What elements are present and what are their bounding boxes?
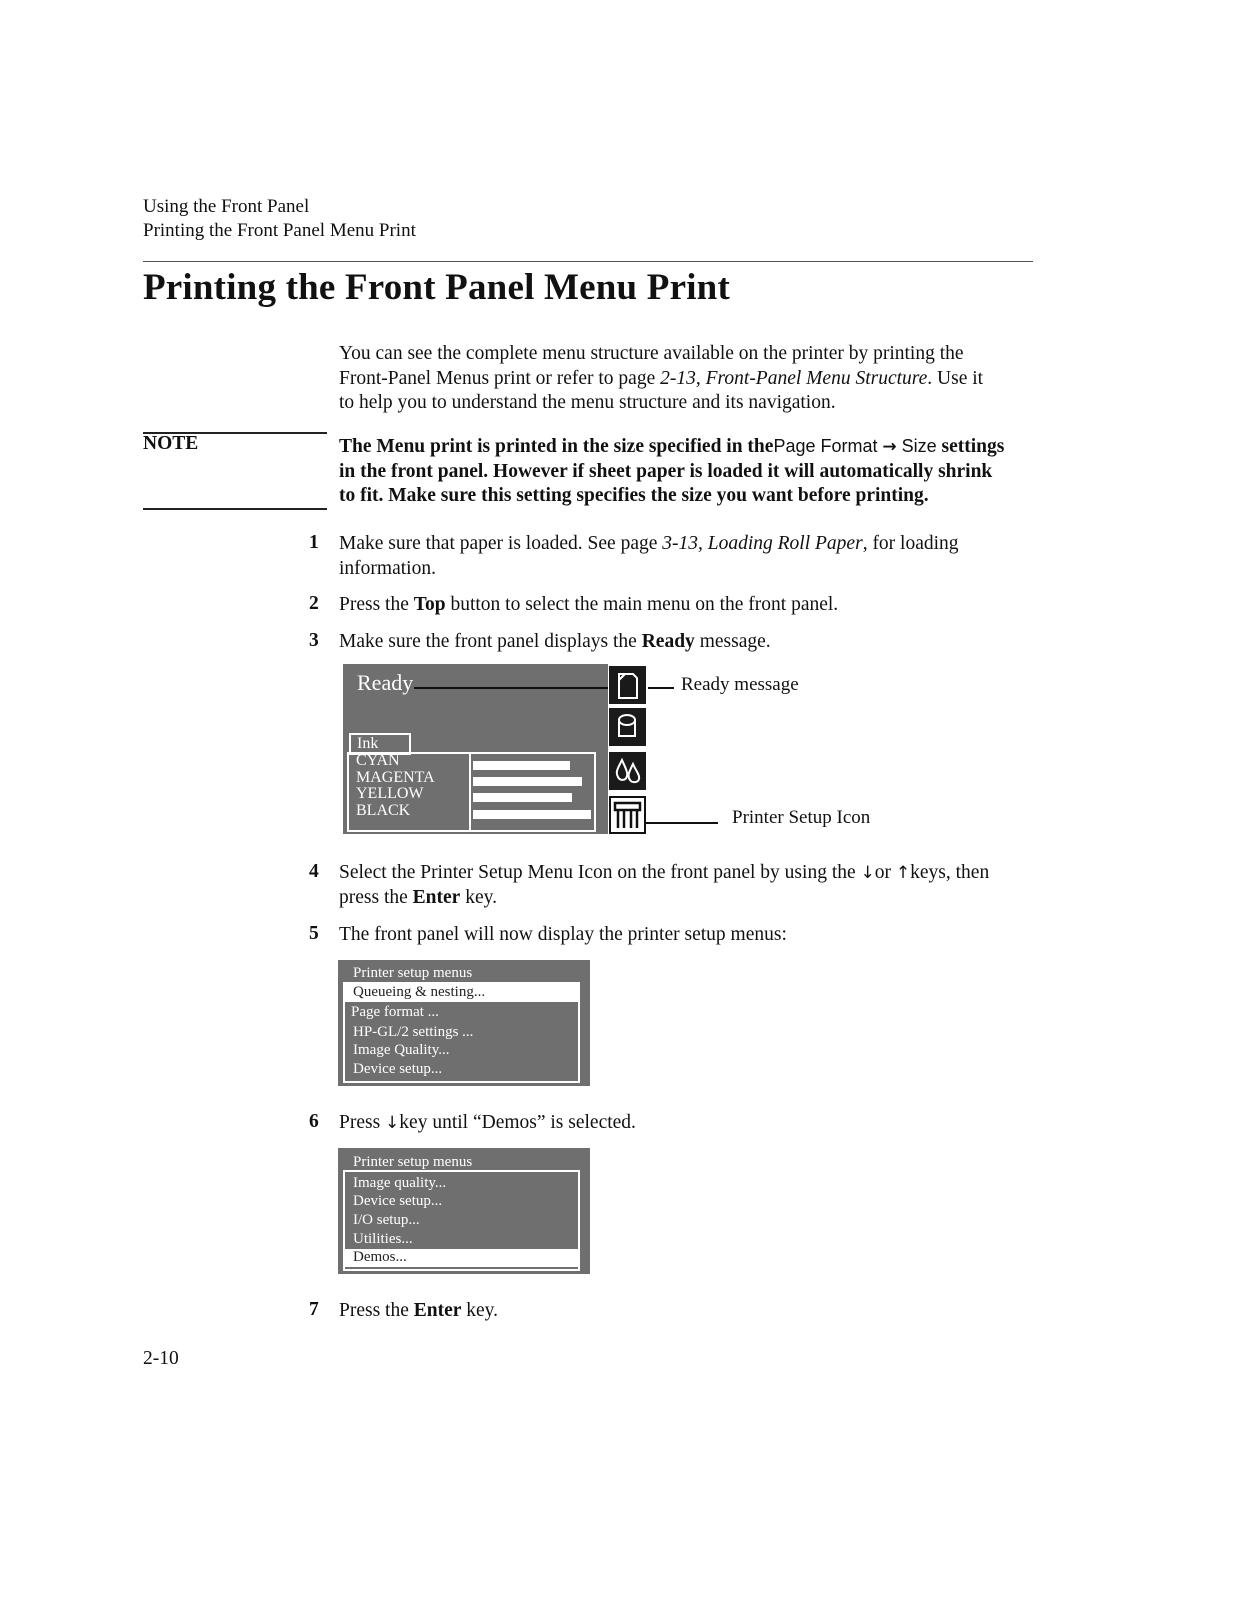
ink-name: CYAN <box>356 752 400 769</box>
step-number: 1 <box>309 532 319 553</box>
step-1-text: Make sure that paper is loaded. See page 3-13, Loading Roll Paper, for loading information. <box>339 533 959 579</box>
printer-setup-menu-screen-1 <box>338 960 590 1086</box>
step-4-text: Select the Printer Setup Menu Icon on the front panel by using the ↓or ↑keys, then press the Enter key. <box>339 862 990 908</box>
ink-level-bar <box>473 777 582 786</box>
note-line-3: to fit. Make sure this setting specifies the size you want before printing. <box>339 485 929 506</box>
menu-item-hpgl2-settings[interactable]: HP-GL/2 settings ... <box>353 1024 474 1040</box>
intro-line-3: to help you to understand the menu structure and its navigation. <box>339 392 836 413</box>
step-number: 2 <box>309 593 319 614</box>
ready-message-callout: Ready message <box>681 674 799 695</box>
step-number: 4 <box>309 861 319 882</box>
page-number: 2-10 <box>143 1348 179 1369</box>
ink-level-bar <box>473 793 572 802</box>
ink-divider <box>469 752 471 830</box>
running-header-subsection: Printing the Front Panel Menu Print <box>143 220 416 241</box>
running-header-section: Using the Front Panel <box>143 196 310 217</box>
down-arrow-icon: ↓ <box>385 1113 400 1133</box>
up-arrow-icon: ↑ <box>895 863 911 883</box>
xref-menu-structure[interactable]: 2-13, Front-Panel Menu Structure <box>660 367 928 389</box>
step-3-text: Make sure the front panel displays the Ready message. <box>339 631 771 652</box>
note-bottom-rule <box>143 508 327 510</box>
ink-tab: Ink <box>349 733 411 755</box>
step-number: 5 <box>309 923 319 944</box>
note-text <box>339 434 1044 509</box>
menu-title: Printer setup menus <box>353 1154 473 1170</box>
ink-name: BLACK <box>356 801 411 819</box>
menu-item-device-setup[interactable]: Device setup... <box>353 1061 443 1077</box>
menu-item-demos[interactable]: Demos... <box>353 1249 407 1265</box>
down-arrow-icon: ↓ <box>860 863 875 883</box>
menu-item-image-quality[interactable]: Image Quality... <box>353 1042 450 1058</box>
menu-item-page-format[interactable]: Page format ... <box>351 1004 439 1020</box>
right-arrow-icon: → <box>882 437 897 457</box>
intro-line-1: You can see the complete menu structure available on the printer by printing the <box>339 343 964 364</box>
printer-setup-menu-screen-2 <box>338 1148 590 1274</box>
xref-loading-roll-paper[interactable]: 3-13, Loading Roll Paper <box>662 533 863 554</box>
step-number: 3 <box>309 630 319 651</box>
paper-roll-icon[interactable] <box>609 708 646 746</box>
menu-item-utilities[interactable]: Utilities... <box>353 1231 413 1247</box>
step-7-text: Press the Enter key. <box>339 1300 499 1321</box>
intro-paragraph <box>339 342 1039 416</box>
menu-item-device-setup[interactable]: Device setup... <box>353 1193 443 1209</box>
ink-name: MAGENTA <box>356 768 435 786</box>
step-2-text: Press the Top button to select the main menu on the front panel. <box>339 594 839 615</box>
step-6-text: Press ↓key until “Demos” is selected. <box>339 1112 636 1133</box>
note-line-1: The Menu print is printed in the size specified in thePage Format → Size settings <box>339 436 1005 457</box>
menu-item-image-quality[interactable]: Image quality... <box>353 1175 447 1191</box>
note-label: NOTE <box>143 433 199 454</box>
menu-item-queueing-nesting[interactable]: Queueing & nesting... <box>353 984 486 1000</box>
step-number: 6 <box>309 1111 319 1132</box>
ink-name: YELLOW <box>356 785 424 802</box>
menu-title: Printer setup menus <box>353 965 473 981</box>
ink-level-bar <box>473 761 570 770</box>
note-line-2: in the front panel. However if sheet paper is loaded it will automatically shrink <box>339 460 993 482</box>
intro-line-2: Front-Panel Menus print or refer to page 2-13, Front-Panel Menu Structure. Use it <box>339 367 984 389</box>
step-5-text: The front panel will now display the printer setup menus: <box>339 924 787 945</box>
printer-setup-icon-callout: Printer Setup Icon <box>732 807 871 828</box>
page-format-icon[interactable] <box>609 666 646 704</box>
page-title: Printing the Front Panel Menu Print <box>143 267 730 308</box>
ready-message: Ready <box>357 670 414 695</box>
ink-level-bar <box>473 810 591 819</box>
printer-setup-icon[interactable] <box>609 796 646 834</box>
setup-callout-line <box>646 822 718 824</box>
ink-drops-icon[interactable] <box>609 752 646 790</box>
ink-names <box>356 753 435 819</box>
step-number: 7 <box>309 1299 319 1320</box>
menu-item-io-setup[interactable]: I/O setup... <box>353 1212 420 1228</box>
header-rule <box>143 261 1033 262</box>
